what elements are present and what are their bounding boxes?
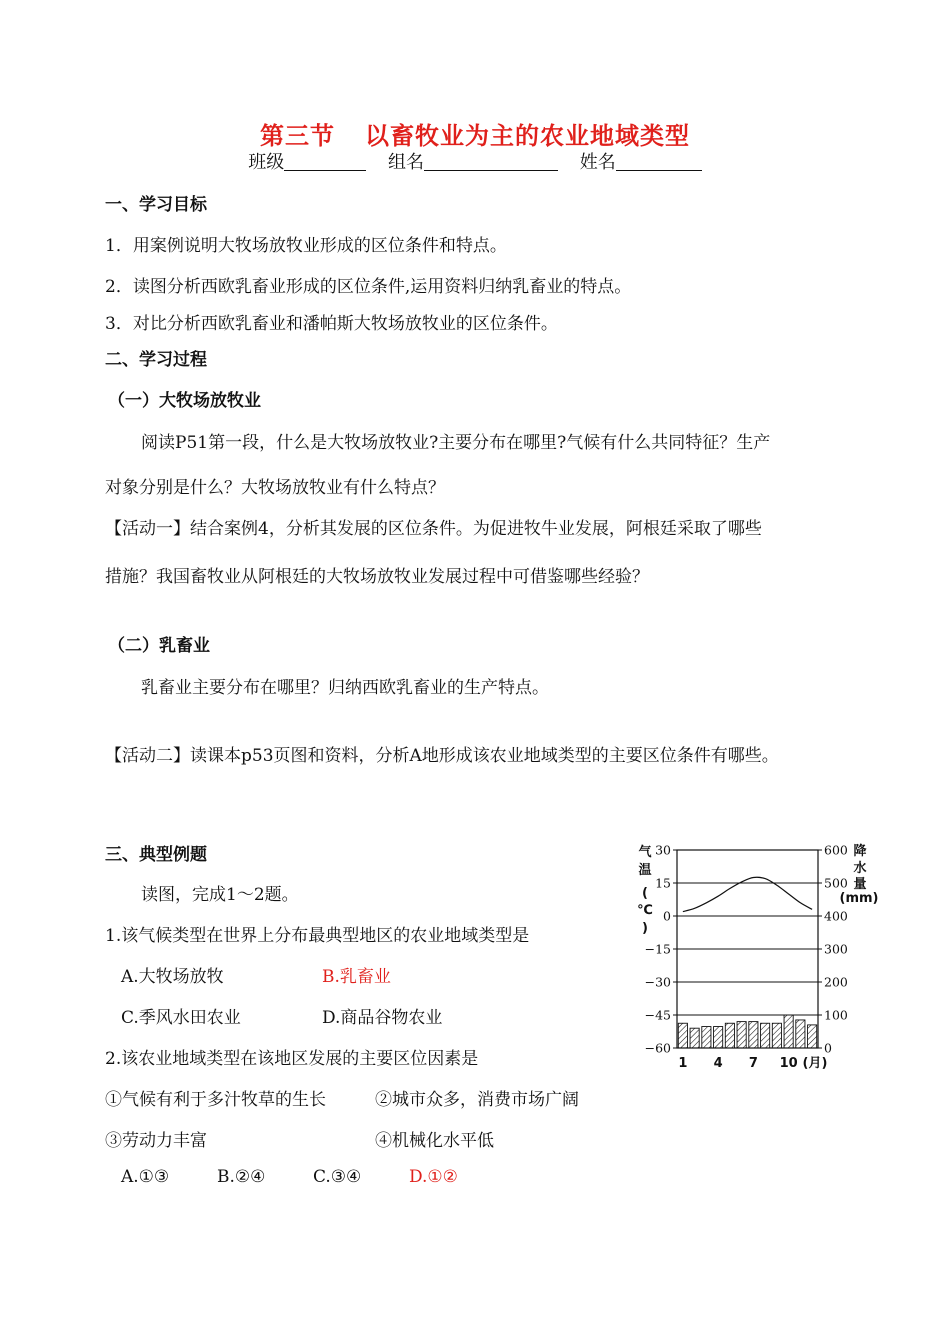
group-blank[interactable]	[424, 152, 558, 171]
precipitation-bar	[761, 1023, 770, 1048]
examples-intro: 读图，完成1～2题。	[141, 885, 299, 905]
q2-factor-1: ①气候有利于多汁牧草的生长	[105, 1090, 326, 1110]
student-info	[0, 148, 950, 174]
q2-factor-2: ②城市众多，消费市场广阔	[375, 1090, 579, 1110]
q1-option-c: C.季风水田农业	[121, 1008, 241, 1028]
precipitation-tick-label: 300	[824, 941, 848, 957]
temperature-axis-label: )	[642, 921, 648, 936]
precipitation-tick-label: 200	[824, 974, 848, 990]
precipitation-axis-label: 降	[853, 844, 867, 859]
examples-heading: 三、典型例题	[105, 845, 207, 865]
q1-option-b: B.乳畜业	[322, 967, 391, 987]
x-tick-label: 4	[713, 1056, 723, 1071]
goal-item: 1．用案例说明大牧场放牧业形成的区位条件和特点。	[105, 236, 507, 256]
precipitation-axis-label: 水	[853, 861, 867, 876]
name-blank[interactable]	[616, 152, 702, 171]
class-label: 班级	[248, 152, 285, 173]
subsection-dairy: （二）乳畜业	[108, 636, 210, 656]
climate-chart	[630, 838, 890, 1073]
precipitation-bar	[784, 1015, 793, 1048]
temperature-tick-label: 0	[663, 908, 671, 924]
temperature-tick-label: 30	[655, 842, 671, 858]
temperature-axis-label: ℃	[637, 903, 653, 918]
precipitation-bar	[714, 1027, 723, 1048]
q2-option-b: B.②④	[217, 1167, 266, 1187]
temperature-curve	[683, 877, 812, 911]
precipitation-tick-label: 0	[824, 1040, 832, 1056]
goal-item: 2．读图分析西欧乳畜业形成的区位条件,运用资料归纳乳畜业的特点。	[105, 277, 632, 297]
temperature-axis-label: (	[642, 886, 648, 901]
q2-factor-4: ④机械化水平低	[375, 1131, 494, 1151]
process-heading: 二、学习过程	[105, 350, 207, 370]
precipitation-bar	[749, 1022, 758, 1048]
q2-factor-3: ③劳动力丰富	[105, 1131, 207, 1151]
temperature-axis-label: 气	[638, 845, 652, 860]
q1-option-d: D.商品谷物农业	[322, 1008, 443, 1028]
precipitation-tick-label: 600	[824, 842, 848, 858]
precipitation-bar	[737, 1022, 746, 1048]
activity-two: 【活动二】读课本p53页图和资料，分析A地形成该农业地域类型的主要区位条件有哪些。	[105, 746, 779, 766]
precipitation-bar	[678, 1023, 687, 1048]
question-1: 1.该气候类型在世界上分布最典型地区的农业地域类型是	[105, 926, 530, 946]
temperature-tick-label: −15	[644, 941, 671, 957]
x-unit-label: (月)	[802, 1056, 828, 1071]
group-label: 组名	[388, 152, 424, 173]
name-label: 姓名	[579, 152, 616, 173]
question-2: 2.该农业地域类型在该地区发展的主要区位因素是	[105, 1049, 479, 1069]
temperature-tick-label: −45	[644, 1007, 671, 1023]
activity-one-line-1: 【活动一】结合案例4，分析其发展的区位条件。为促进牧牛业发展，阿根廷采取了哪些	[105, 519, 762, 539]
temperature-tick-label: −60	[644, 1040, 671, 1056]
goal-item: 3．对比分析西欧乳畜业和潘帕斯大牧场放牧业的区位条件。	[105, 314, 558, 334]
q1-option-a: A.大牧场放牧	[121, 967, 224, 987]
precipitation-axis-unit: (mm)	[839, 891, 879, 906]
class-blank[interactable]	[284, 152, 366, 171]
precipitation-bar	[702, 1027, 711, 1048]
x-tick-label: 1	[678, 1056, 688, 1071]
temperature-axis-label: 温	[638, 863, 652, 878]
precipitation-axis-label: 量	[853, 877, 867, 892]
grazing-paragraph-2: 对象分别是什么？大牧场放牧业有什么特点？	[105, 478, 445, 498]
precipitation-bar	[796, 1020, 805, 1048]
precipitation-bars	[678, 1015, 816, 1048]
precipitation-tick-label: 500	[824, 875, 848, 891]
q2-option-a: A.①③	[121, 1167, 170, 1187]
q2-option-c: C.③④	[313, 1167, 362, 1187]
precipitation-tick-label: 400	[824, 908, 848, 924]
precipitation-tick-label: 100	[824, 1007, 848, 1023]
goals-heading: 一、学习目标	[105, 195, 207, 215]
precipitation-bar	[725, 1023, 734, 1048]
temperature-tick-label: 15	[655, 875, 671, 891]
q2-option-d: D.①②	[409, 1167, 458, 1187]
dairy-paragraph: 乳畜业主要分布在哪里？归纳西欧乳畜业的生产特点。	[141, 678, 549, 698]
page-title: 第三节 以畜牧业为主的农业地域类型	[260, 122, 690, 150]
temperature-line	[683, 877, 812, 911]
precipitation-bar	[772, 1023, 781, 1048]
temperature-tick-label: −30	[644, 974, 671, 990]
x-tick-label: 7	[748, 1056, 758, 1071]
x-tick-label: 10	[779, 1056, 798, 1071]
activity-one-line-2: 措施？我国畜牧业从阿根廷的大牧场放牧业发展过程中可借鉴哪些经验？	[105, 567, 649, 587]
precipitation-bar	[808, 1025, 817, 1048]
precipitation-bar	[690, 1028, 699, 1048]
subsection-grazing: （一）大牧场放牧业	[108, 391, 261, 411]
grazing-paragraph-1: 阅读P51第一段，什么是大牧场放牧业?主要分布在哪里?气候有什么共同特征？生产	[141, 433, 771, 453]
